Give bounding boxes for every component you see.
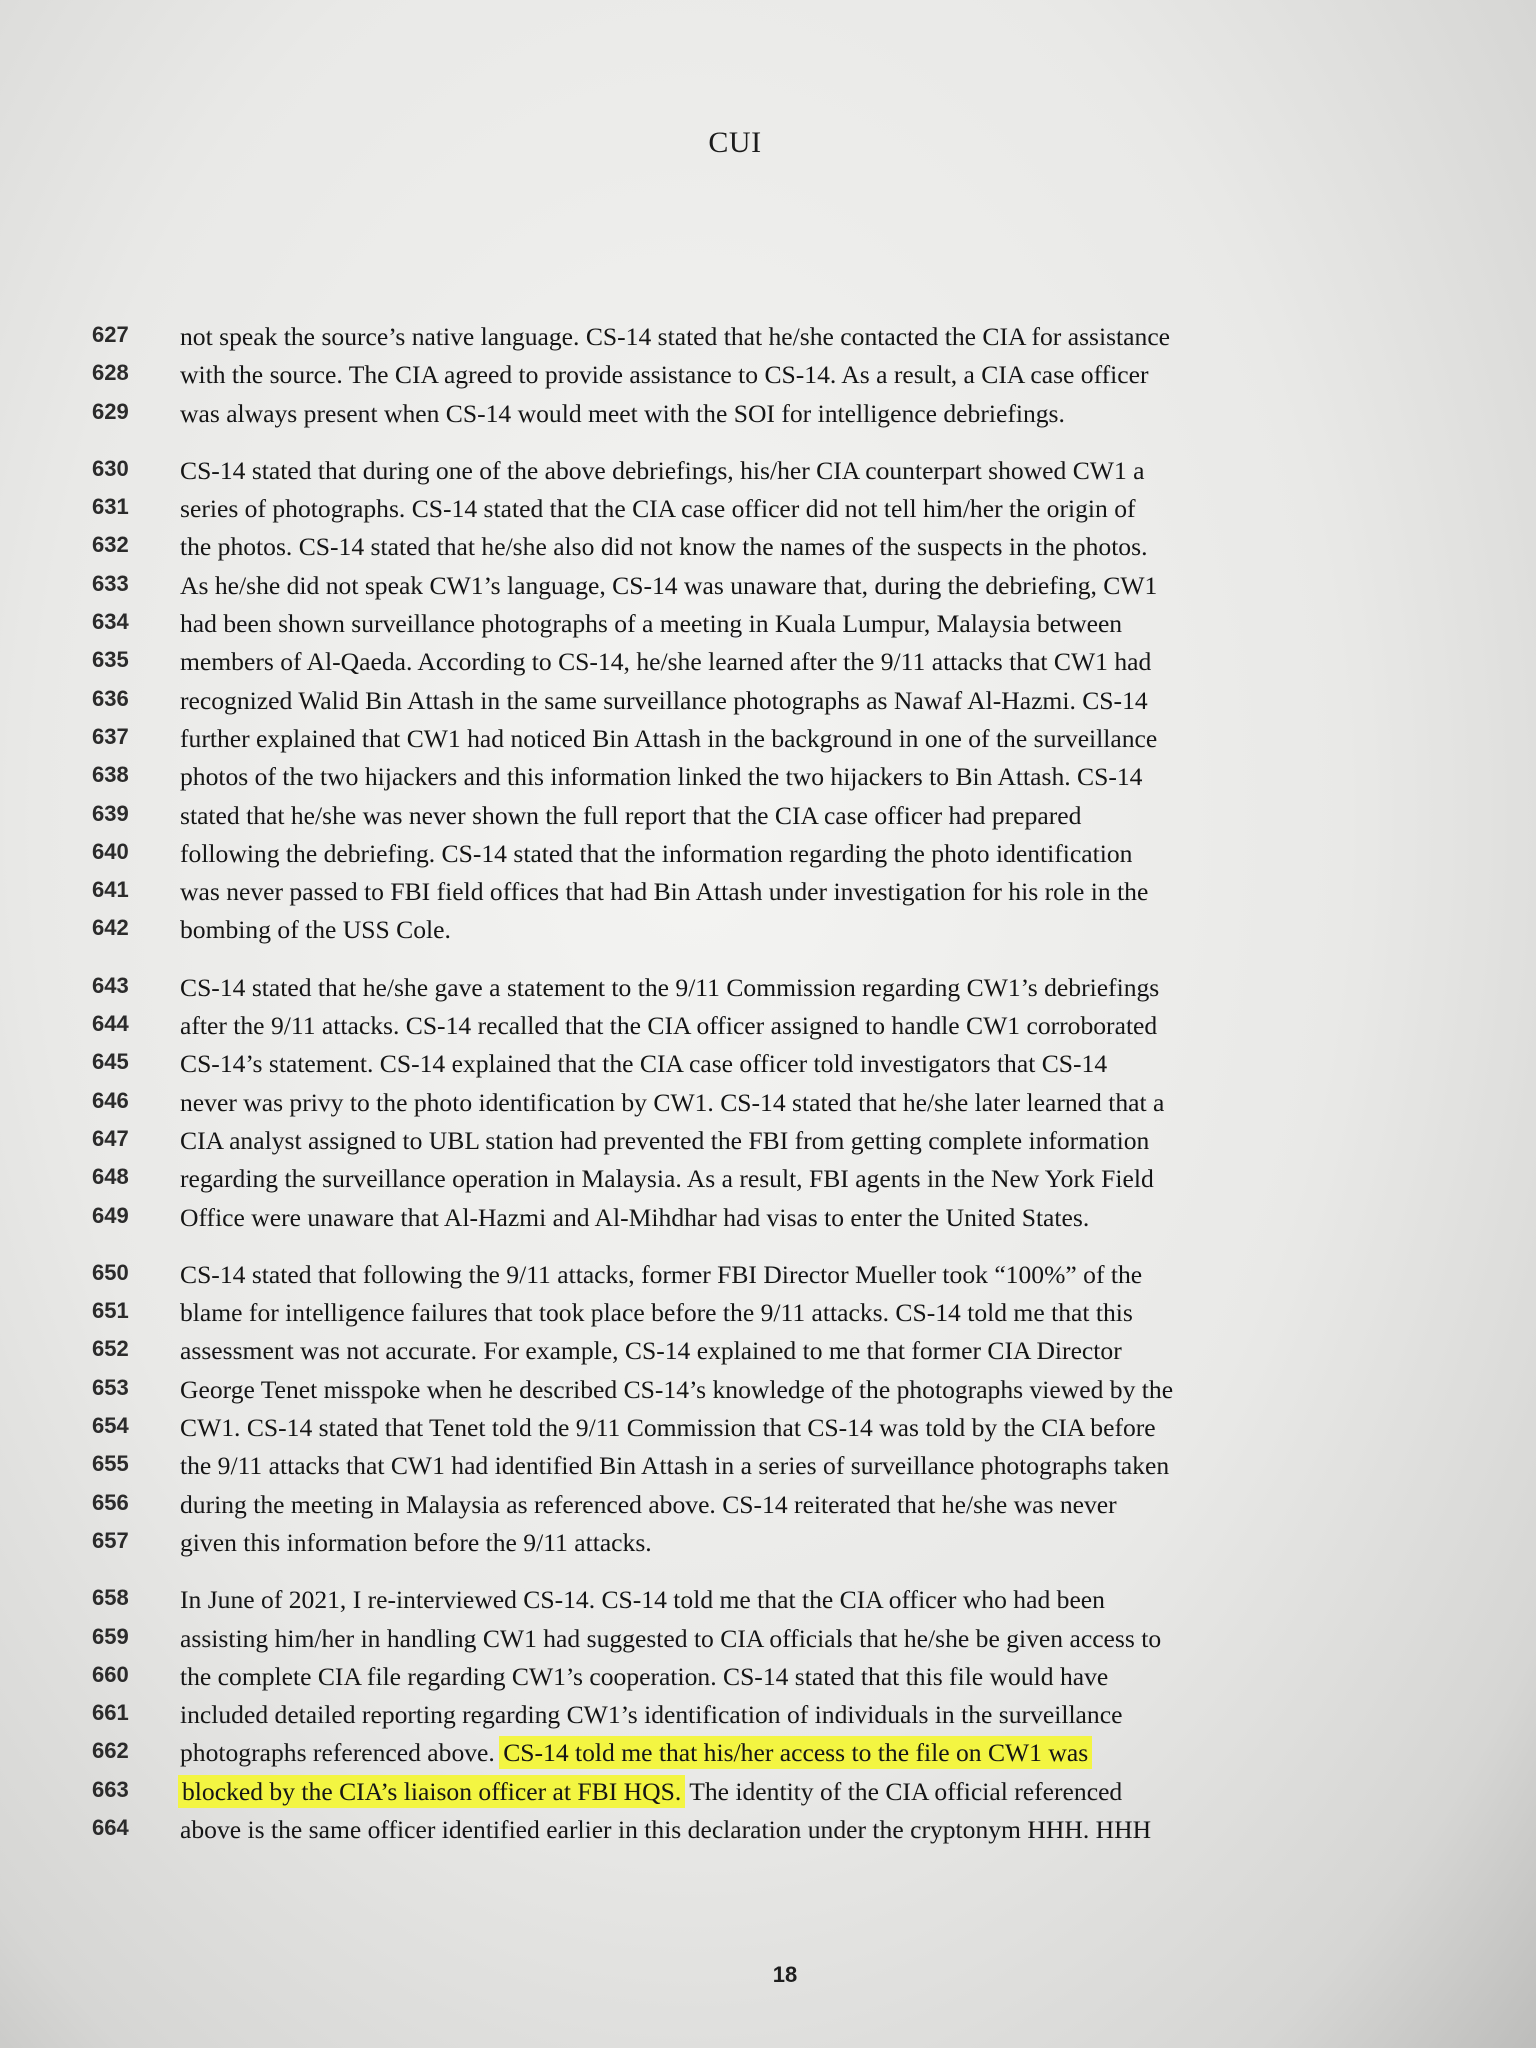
line-text: CS-14’s statement. CS-14 explained that the CIA case officer told investigators that CS-14 — [180, 1049, 1108, 1079]
paragraph — [92, 318, 1392, 433]
text-line — [92, 643, 1392, 681]
line-number: 635 — [92, 647, 129, 673]
line-number: 655 — [92, 1451, 129, 1477]
line-text: regarding the surveillance operation in Malaysia. As a result, FBI agents in the New York Field — [180, 1164, 1154, 1194]
text-line — [92, 1256, 1392, 1294]
text-line — [92, 1524, 1392, 1562]
line-number: 631 — [92, 494, 129, 520]
text-line — [92, 605, 1392, 643]
cui-marking: CUI — [708, 126, 762, 159]
line-text: stated that he/she was never shown the full report that the CIA case officer had prepared — [180, 800, 1082, 830]
text-line — [92, 1371, 1392, 1409]
line-text: after the 9/11 attacks. CS-14 recalled that the CIA officer assigned to handle CW1 corroborated — [180, 1011, 1158, 1041]
text-line — [92, 682, 1392, 720]
text-line — [92, 720, 1392, 758]
line-number: 628 — [92, 360, 129, 386]
line-number: 633 — [92, 570, 129, 596]
line-text: the photos. CS-14 stated that he/she also did not know the names of the suspects in the photos. — [180, 532, 1148, 562]
line-text: CW1. CS-14 stated that Tenet told the 9/11 Commission that CS-14 was told by the CIA before — [180, 1413, 1156, 1443]
line-text-lead: photographs referenced above. — [180, 1738, 502, 1768]
line-text: As he/she did not speak CW1’s language, CS-14 was unaware that, during the debriefing, CW1 — [180, 570, 1158, 600]
line-text: George Tenet misspoke when he described CS-14’s knowledge of the photographs viewed by the — [180, 1374, 1174, 1404]
page-number: 18 — [772, 1962, 798, 1987]
line-text: had been shown surveillance photographs of a meeting in Kuala Lumpur, Malaysia between — [180, 609, 1123, 639]
line-number: 627 — [92, 322, 129, 347]
line-text: CS-14 stated that following the 9/11 attacks, former FBI Director Mueller took “100%” of the — [180, 1259, 1143, 1289]
line-number: 649 — [92, 1202, 129, 1228]
line-number: 664 — [92, 1814, 129, 1840]
text-line — [92, 1045, 1392, 1083]
text-line — [92, 1199, 1392, 1237]
line-number: 638 — [92, 762, 129, 788]
text-line — [92, 1811, 1392, 1849]
text-line — [92, 318, 1392, 356]
line-text: during the meeting in Malaysia as referenced above. CS-14 reiterated that he/she was never — [180, 1489, 1117, 1519]
line-text — [180, 1734, 1090, 1772]
line-text: the 9/11 attacks that CW1 had identified Bin Attash in a series of surveillance photographs taken — [180, 1451, 1170, 1481]
text-line — [92, 452, 1392, 490]
line-number: 651 — [92, 1298, 129, 1324]
line-number: 636 — [92, 685, 129, 711]
line-number: 646 — [92, 1087, 129, 1113]
line-text: following the debriefing. CS-14 stated that the information regarding the photo identification — [180, 838, 1133, 868]
text-line — [92, 1486, 1392, 1524]
line-number: 662 — [92, 1738, 129, 1764]
line-text: further explained that CW1 had noticed Bin Attash in the background in one of the surveillance — [180, 723, 1158, 753]
line-text: CIA analyst assigned to UBL station had prevented the FBI from getting complete information — [180, 1125, 1150, 1155]
line-text: members of Al-Qaeda. According to CS-14, he/she learned after the 9/11 attacks that CW1 had — [180, 647, 1152, 677]
line-text: assessment was not accurate. For example, CS-14 explained to me that former CIA Director — [180, 1336, 1122, 1366]
line-text: with the source. The CIA agreed to provide assistance to CS-14. As a result, a CIA case officer — [180, 360, 1149, 390]
text-line — [92, 835, 1392, 873]
line-number: 642 — [92, 915, 129, 941]
text-line — [92, 1332, 1392, 1370]
paragraph — [92, 969, 1392, 1237]
paragraph — [92, 1256, 1392, 1562]
line-text: photos of the two hijackers and this information linked the two hijackers to Bin Attash. CS-14 — [180, 762, 1143, 792]
line-number: 657 — [92, 1527, 129, 1553]
line-number: 644 — [92, 1011, 129, 1037]
line-number: 630 — [92, 455, 129, 481]
line-text: given this information before the 9/11 attacks. — [180, 1527, 652, 1557]
line-text: In June of 2021, I re-interviewed CS-14. CS-14 told me that the CIA officer who had been — [180, 1585, 1105, 1615]
text-line — [92, 1007, 1392, 1045]
line-text: not speak the source’s native language. CS-14 stated that he/she contacted the CIA for assistance — [180, 322, 1171, 351]
text-line — [92, 490, 1392, 528]
text-line — [92, 911, 1392, 949]
line-number: 645 — [92, 1049, 129, 1075]
text-line — [92, 395, 1392, 433]
text-line — [92, 758, 1392, 796]
text-line — [92, 356, 1392, 394]
document-body — [92, 318, 1392, 1868]
line-number: 634 — [92, 609, 129, 635]
line-number: 648 — [92, 1164, 129, 1190]
line-number: 640 — [92, 838, 129, 864]
line-text-tail: The identity of the CIA official referenced — [683, 1776, 1123, 1806]
line-number: 637 — [92, 723, 129, 749]
line-text: included detailed reporting regarding CW1’s identification of individuals in the surveillance — [180, 1700, 1123, 1730]
text-line — [92, 1294, 1392, 1332]
line-text: blame for intelligence failures that took place before the 9/11 attacks. CS-14 told me that this — [180, 1298, 1133, 1328]
paragraph — [92, 452, 1392, 950]
line-number: 653 — [92, 1374, 129, 1400]
highlighted-text: CS-14 told me that his/her access to the file on CW1 was — [503, 1738, 1089, 1768]
line-text: series of photographs. CS-14 stated that the CIA case officer did not tell him/her the origin of — [180, 494, 1136, 524]
text-line — [92, 797, 1392, 835]
line-text: bombing of the USS Cole. — [180, 915, 451, 945]
text-line — [92, 1447, 1392, 1485]
line-number: 641 — [92, 877, 129, 903]
line-text: never was privy to the photo identification by CW1. CS-14 stated that he/she later learned that a — [180, 1087, 1165, 1117]
paragraph — [92, 1581, 1392, 1849]
highlighted-text: blocked by the CIA’s liaison officer at FBI HQS. — [182, 1776, 682, 1806]
text-line — [92, 1581, 1392, 1619]
text-line — [92, 1773, 1392, 1811]
line-number: 659 — [92, 1623, 129, 1649]
text-line — [92, 1620, 1392, 1658]
line-number: 639 — [92, 800, 129, 826]
line-text: CS-14 stated that during one of the above debriefings, his/her CIA counterpart showed CW1 a — [180, 455, 1145, 485]
line-number: 656 — [92, 1489, 129, 1515]
line-text: Office were unaware that Al-Hazmi and Al-Mihdhar had visas to enter the United States. — [180, 1202, 1090, 1232]
text-line — [92, 969, 1392, 1007]
line-number: 661 — [92, 1700, 129, 1726]
line-text: the complete CIA file regarding CW1’s cooperation. CS-14 stated that this file would have — [180, 1661, 1109, 1691]
text-line — [92, 1734, 1392, 1772]
line-number: 650 — [92, 1259, 129, 1285]
line-number: 632 — [92, 532, 129, 558]
line-text — [180, 1773, 1122, 1811]
line-number: 629 — [92, 398, 129, 424]
text-line — [92, 873, 1392, 911]
line-number: 643 — [92, 972, 129, 998]
text-line — [92, 567, 1392, 605]
line-number: 654 — [92, 1413, 129, 1439]
text-line — [92, 1409, 1392, 1447]
text-line — [92, 1696, 1392, 1734]
line-text: assisting him/her in handling CW1 had suggested to CIA officials that he/she be given access to — [180, 1623, 1162, 1653]
line-text: was always present when CS-14 would meet with the SOI for intelligence debriefings. — [180, 398, 1065, 428]
line-number: 652 — [92, 1336, 129, 1362]
line-text: above is the same officer identified earlier in this declaration under the cryptonym HHH. HHH — [180, 1814, 1152, 1844]
text-line — [92, 1084, 1392, 1122]
text-line — [92, 1160, 1392, 1198]
text-line — [92, 528, 1392, 566]
text-line — [92, 1122, 1392, 1160]
line-text: CS-14 stated that he/she gave a statement to the 9/11 Commission regarding CW1’s debriefings — [180, 972, 1160, 1002]
line-number: 663 — [92, 1776, 129, 1802]
line-number: 647 — [92, 1125, 129, 1151]
line-text: recognized Walid Bin Attash in the same surveillance photographs as Nawaf Al-Hazmi. CS-14 — [180, 685, 1148, 715]
line-number: 660 — [92, 1661, 129, 1687]
line-text: was never passed to FBI field offices that had Bin Attash under investigation for his role in the — [180, 877, 1149, 907]
text-line — [92, 1658, 1392, 1696]
line-number: 658 — [92, 1585, 129, 1611]
